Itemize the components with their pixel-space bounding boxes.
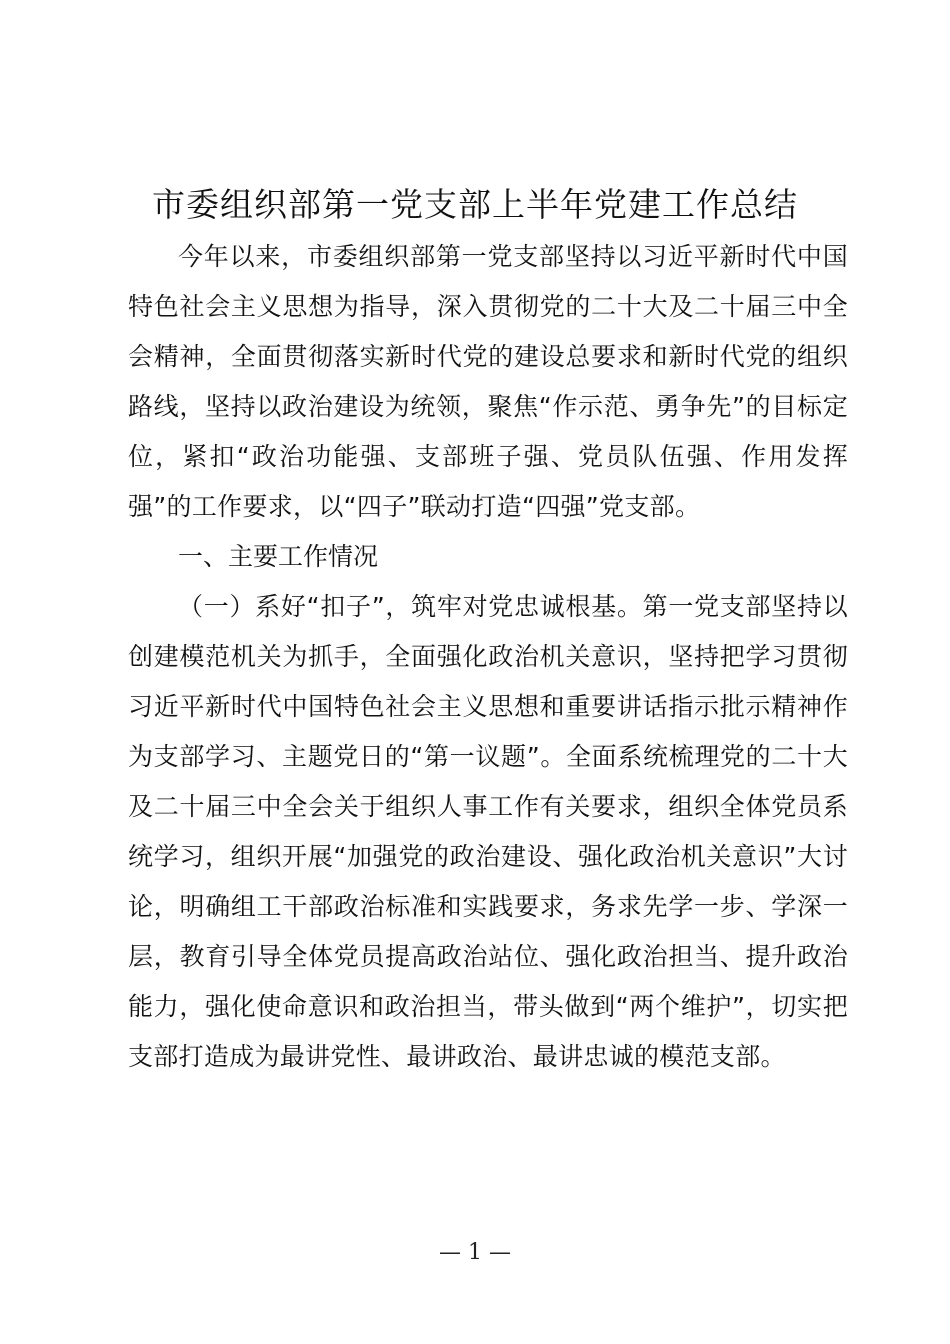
section-heading: 一、主要工作情况 [178,542,379,571]
section-paragraph: （一）系好“扣子”，筑牢对党忠诚根基。第一党支部坚持以创建模范机关为抓手，全面强化政治机关意识，坚持把学习贯彻习近平新时代中国特色社会主义思想和重要讲话指示批示精神作为支部学习、主题党日的“第一议题”。全面系统梳理党的二十大及二十届三中全会关于组织人事工作有关要求，组织全体党员系统学习，组织开展“加强党的政治建设、强化政治机关意识”大讨论，明确组工干部政治标准和实践要求，务求先学一步、学深一层，教育引导全体党员提高政治站位、强化政治担当、提升政治能力，强化使命意识和政治担当，带头做到“两个维护”，切实把支部打造成为最讲党性、最讲政治、最讲忠诚的模范支部。 [128,592,848,1071]
page-number: — 1 — [439,1240,511,1265]
document-title: 市委组织部第一党支部上半年党建工作总结 [152,185,798,224]
document-body [128,232,848,1082]
intro-paragraph: 今年以来，市委组织部第一党支部坚持以习近平新时代中国特色社会主义思想为指导，深入贯彻党的二十大及二十届三中全会精神，全面贯彻落实新时代党的建设总要求和新时代党的组织路线，坚持以政治建设为统领，聚焦“作示范、勇争先”的目标定位，紧扣“政治功能强、支部班子强、党员队伍强、作用发挥强”的工作要求，以“四子”联动打造“四强”党支部。 [128,242,848,521]
